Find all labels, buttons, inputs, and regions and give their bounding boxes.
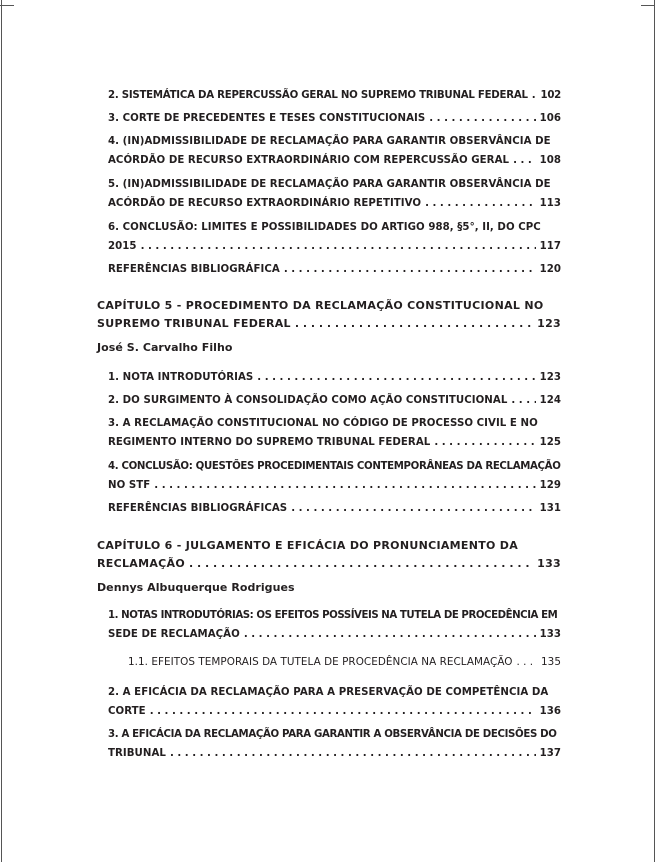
toc-leader-dots xyxy=(429,113,535,124)
toc-entry-line1[interactable] xyxy=(108,179,561,190)
toc-entry-title-line1: 6. CONCLUSÃO: LIMITES E POSSIBILIDADES DO ARTIGO 988, §5°, II, DO CPC xyxy=(108,222,541,233)
toc-entry-title-line1: 1. NOTAS INTRODUTÓRIAS: OS EFEITOS POSSÍVEIS NA TUTELA DE PROCEDÊNCIA EM xyxy=(108,610,558,621)
toc-page-number: 113 xyxy=(539,198,561,209)
toc-leader-dots xyxy=(517,656,537,668)
toc-entry-title-line1: 3. A RECLAMAÇÃO CONSTITUCIONAL NO CÓDIGO DE PROCESSO CIVIL E NO xyxy=(108,418,538,429)
toc-leader-dots xyxy=(170,748,536,759)
toc-page-number: 125 xyxy=(539,437,561,448)
toc-entry[interactable] xyxy=(108,241,561,252)
toc-entry-title-line1: 4. (IN)ADMISSIBILIDADE DE RECLAMAÇÃO PARA GARANTIR OBSERVÂNCIA DE xyxy=(108,136,551,147)
toc-page-number: 131 xyxy=(539,503,561,514)
toc-entry[interactable] xyxy=(108,90,561,101)
toc-leader-dots xyxy=(189,557,533,570)
toc-entry[interactable] xyxy=(108,395,561,406)
toc-leader-dots xyxy=(434,437,535,448)
toc-leader-dots xyxy=(295,317,533,330)
toc-entry[interactable] xyxy=(108,155,561,166)
toc-entry-title: 2. DO SURGIMENTO À CONSOLIDAÇÃO COMO AÇÃO CONSTITUCIONAL xyxy=(108,395,508,406)
chapter-title-line1: CAPÍTULO 6 - JULGAMENTO E EFICÁCIA DO PRONUNCIAMENTO DA xyxy=(97,539,519,552)
toc-entry-title: 1.1. EFEITOS TEMPORAIS DA TUTELA DE PROCEDÊNCIA NA RECLAMAÇÃO xyxy=(128,656,513,668)
toc-entry-title: REGIMENTO INTERNO DO SUPREMO TRIBUNAL FEDERAL xyxy=(108,437,431,448)
toc-page-number: 135 xyxy=(541,656,561,668)
toc-page-number: 123 xyxy=(539,372,561,383)
toc-entry-title-line1: 3. A EFICÁCIA DA RECLAMAÇÃO PARA GARANTIR A OBSERVÂNCIA DE DECISÕES DO xyxy=(108,729,557,740)
toc-page-number: 137 xyxy=(539,748,561,759)
chapter-heading-line1[interactable] xyxy=(97,539,561,552)
toc-page-number: 123 xyxy=(537,317,561,330)
toc-entry[interactable] xyxy=(108,264,561,275)
toc-entry-title: REFERÊNCIAS BIBLIOGRÁFICAS xyxy=(108,503,288,514)
toc-page-number: 136 xyxy=(539,706,561,717)
toc-page-number: 108 xyxy=(539,155,561,166)
toc-entry-line1[interactable] xyxy=(108,610,561,621)
toc-leader-dots xyxy=(284,264,536,275)
toc-entry-title: 1. NOTA INTRODUTÓRIAS xyxy=(108,372,254,383)
toc-entry[interactable] xyxy=(108,503,561,514)
toc-entry[interactable] xyxy=(108,113,561,124)
toc-page-number: 106 xyxy=(539,113,561,124)
toc-leader-dots xyxy=(141,241,536,252)
toc-entry-title: ACÓRDÃO DE RECURSO EXTRAORDINÁRIO REPETITIVO xyxy=(108,198,422,209)
toc-entry-line1[interactable] xyxy=(108,687,561,698)
toc-subentry[interactable] xyxy=(128,656,561,668)
toc-entry-title: SEDE DE RECLAMAÇÃO xyxy=(108,629,240,640)
toc-page-number: 129 xyxy=(539,480,561,491)
toc-leader-dots xyxy=(513,155,536,166)
toc-entry[interactable] xyxy=(108,372,561,383)
toc-leader-dots xyxy=(532,90,537,101)
toc-page-number: 133 xyxy=(539,629,561,640)
toc-leader-dots xyxy=(425,198,535,209)
toc-page-number: 124 xyxy=(539,395,561,406)
toc-page-number: 133 xyxy=(537,557,561,570)
toc-entry-title: ACÓRDÃO DE RECURSO EXTRAORDINÁRIO COM REPERCUSSÃO GERAL xyxy=(108,155,510,166)
toc-leader-dots xyxy=(244,629,536,640)
toc-entry[interactable] xyxy=(108,748,561,759)
chapter-author: Dennys Albuquerque Rodrigues xyxy=(97,581,295,594)
toc-entry[interactable] xyxy=(108,706,561,717)
toc-entry-line1[interactable] xyxy=(108,461,561,472)
chapter-heading[interactable] xyxy=(97,317,561,330)
toc-entry-title-line1: 5. (IN)ADMISSIBILIDADE DE RECLAMAÇÃO PARA GARANTIR OBSERVÂNCIA DE xyxy=(108,179,551,190)
toc-entry-line1[interactable] xyxy=(108,222,561,233)
toc-entry-title: 2015 xyxy=(108,241,137,252)
toc-entry-line1[interactable] xyxy=(108,729,561,740)
toc-leader-dots xyxy=(257,372,535,383)
toc-entry-title: NO STF xyxy=(108,480,151,491)
toc-leader-dots xyxy=(150,706,536,717)
toc-page-number: 117 xyxy=(539,241,561,252)
toc-entry-line1[interactable] xyxy=(108,136,561,147)
toc-entry-title-line1: 4. CONCLUSÃO: QUESTÕES PROCEDIMENTAIS CONTEMPORÂNEAS DA RECLAMAÇÃO xyxy=(108,461,561,472)
chapter-title: SUPREMO TRIBUNAL FEDERAL xyxy=(97,317,291,330)
chapter-heading[interactable] xyxy=(97,557,561,570)
toc-page-number: 102 xyxy=(540,90,561,101)
toc-leader-dots xyxy=(511,395,535,406)
toc-entry[interactable] xyxy=(108,629,561,640)
toc-entry-title: 2. SISTEMÁTICA DA REPERCUSSÃO GERAL NO SUPREMO TRIBUNAL FEDERAL xyxy=(108,90,528,101)
chapter-heading-line1[interactable] xyxy=(97,299,561,312)
chapter-author: José S. Carvalho Filho xyxy=(97,341,233,354)
toc-entry-title-line1: 2. A EFICÁCIA DA RECLAMAÇÃO PARA A PRESERVAÇÃO DE COMPETÊNCIA DA xyxy=(108,687,549,698)
chapter-title: RECLAMAÇÃO xyxy=(97,557,185,570)
toc-entry-title: TRIBUNAL xyxy=(108,748,166,759)
toc-entry[interactable] xyxy=(108,480,561,491)
toc-entry-title: 3. CORTE DE PRECEDENTES E TESES CONSTITUCIONAIS xyxy=(108,113,426,124)
toc-leader-dots xyxy=(154,480,535,491)
toc-entry[interactable] xyxy=(108,198,561,209)
toc-entry-line1[interactable] xyxy=(108,418,561,429)
toc-page-number: 120 xyxy=(539,264,561,275)
chapter-title-line1: CAPÍTULO 5 - PROCEDIMENTO DA RECLAMAÇÃO CONSTITUCIONAL NO xyxy=(97,299,544,312)
toc-entry-title: CORTE xyxy=(108,706,146,717)
toc-entry[interactable] xyxy=(108,437,561,448)
toc-leader-dots xyxy=(291,503,535,514)
toc-entry-title: REFERÊNCIAS BIBLIOGRÁFICA xyxy=(108,264,280,275)
